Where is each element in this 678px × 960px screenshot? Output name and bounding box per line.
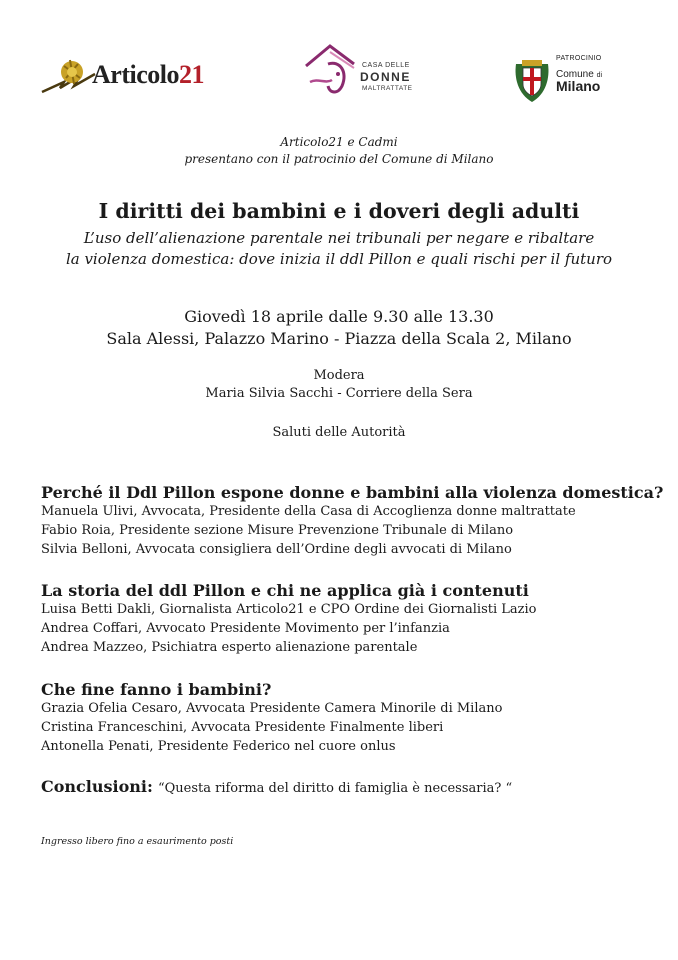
section-1-speaker: Fabio Roia, Presidente sezione Misure Prevenzione Tribunale di Milano [41, 523, 514, 538]
event-subtitle-line-2: la violenza domestica: dove inizia il ddl Pillon e quali rischi per il futuro [65, 250, 613, 268]
comune-label: Comune [556, 69, 594, 80]
casa-line2: DONNE [360, 70, 411, 84]
moderator-name: Maria Silvia Sacchi - Corriere della Sera [205, 386, 473, 401]
section-2-speaker: Andrea Coffari, Avvocato Presidente Movimento per l’infanzia [41, 621, 450, 636]
articolo21-number: 21 [178, 60, 204, 89]
casa-line3: MALTRATTATE [362, 85, 413, 92]
casa-delle-donne-logo [300, 42, 420, 102]
conclusions [41, 777, 512, 796]
milano-label: Milano [556, 78, 601, 94]
articolo21-logo [40, 52, 215, 100]
section-3-speaker: Cristina Franceschini, Avvocata Presidente Finalmente liberi [41, 720, 444, 735]
comune-di-milano-logo [512, 52, 632, 108]
section-3-speaker: Grazia Ofelia Cesaro, Avvocata Presidente Camera Minorile di Milano [41, 701, 503, 716]
section-2-title: La storia del ddl Pillon e chi ne applica già i contenuti [41, 581, 529, 600]
conclusions-label: Conclusioni: [41, 777, 153, 796]
greetings: Saluti delle Autorità [272, 425, 406, 440]
intro-line-1: Articolo21 e Cadmi [280, 135, 398, 149]
intro-line-2: presentano con il patrocinio del Comune di Milano [184, 152, 494, 166]
event-title: I diritti dei bambini e i doveri degli adulti [98, 199, 580, 223]
articolo21-word: Articolo [92, 60, 179, 89]
footer-note: Ingresso libero fino a esaurimento posti [41, 836, 234, 847]
section-2-speaker: Luisa Betti Dakli, Giornalista Articolo21 e CPO Ordine dei Giornalisti Lazio [41, 602, 537, 617]
section-2-speaker: Andrea Mazzeo, Psichiatra esperto alienazione parentale [41, 640, 418, 655]
section-3-speaker: Antonella Penati, Presidente Federico nel cuore onlus [41, 739, 396, 754]
articolo21-emblem-icon [40, 52, 100, 100]
moderator-label: Modera [313, 368, 365, 383]
section-1-speaker: Manuela Ulivi, Avvocata, Presidente della Casa di Accoglienza donne maltrattate [41, 504, 576, 519]
event-date: Giovedì 18 aprile dalle 9.30 alle 13.30 [184, 307, 494, 326]
milano-crest-icon [512, 54, 552, 104]
event-place: Sala Alessi, Palazzo Marino - Piazza della Scala 2, Milano [106, 329, 572, 348]
di-label: di [596, 72, 603, 79]
patrocinio-label: PATROCINIO [556, 55, 602, 62]
event-subtitle-line-1: L’uso dell’alienazione parentale nei tribunali per negare e ribaltare [83, 229, 595, 247]
conclusions-text: “Questa riforma del diritto di famiglia è necessaria? “ [157, 781, 513, 796]
section-3-title: Che fine fanno i bambini? [41, 680, 272, 699]
casa-line1: CASA DELLE [362, 62, 410, 69]
house-face-icon [300, 42, 360, 102]
section-1-title: Perché il Ddl Pillon espone donne e bambini alla violenza domestica? [41, 483, 664, 502]
section-1-speaker: Silvia Belloni, Avvocata consigliera dell’Ordine degli avvocati di Milano [41, 542, 512, 557]
